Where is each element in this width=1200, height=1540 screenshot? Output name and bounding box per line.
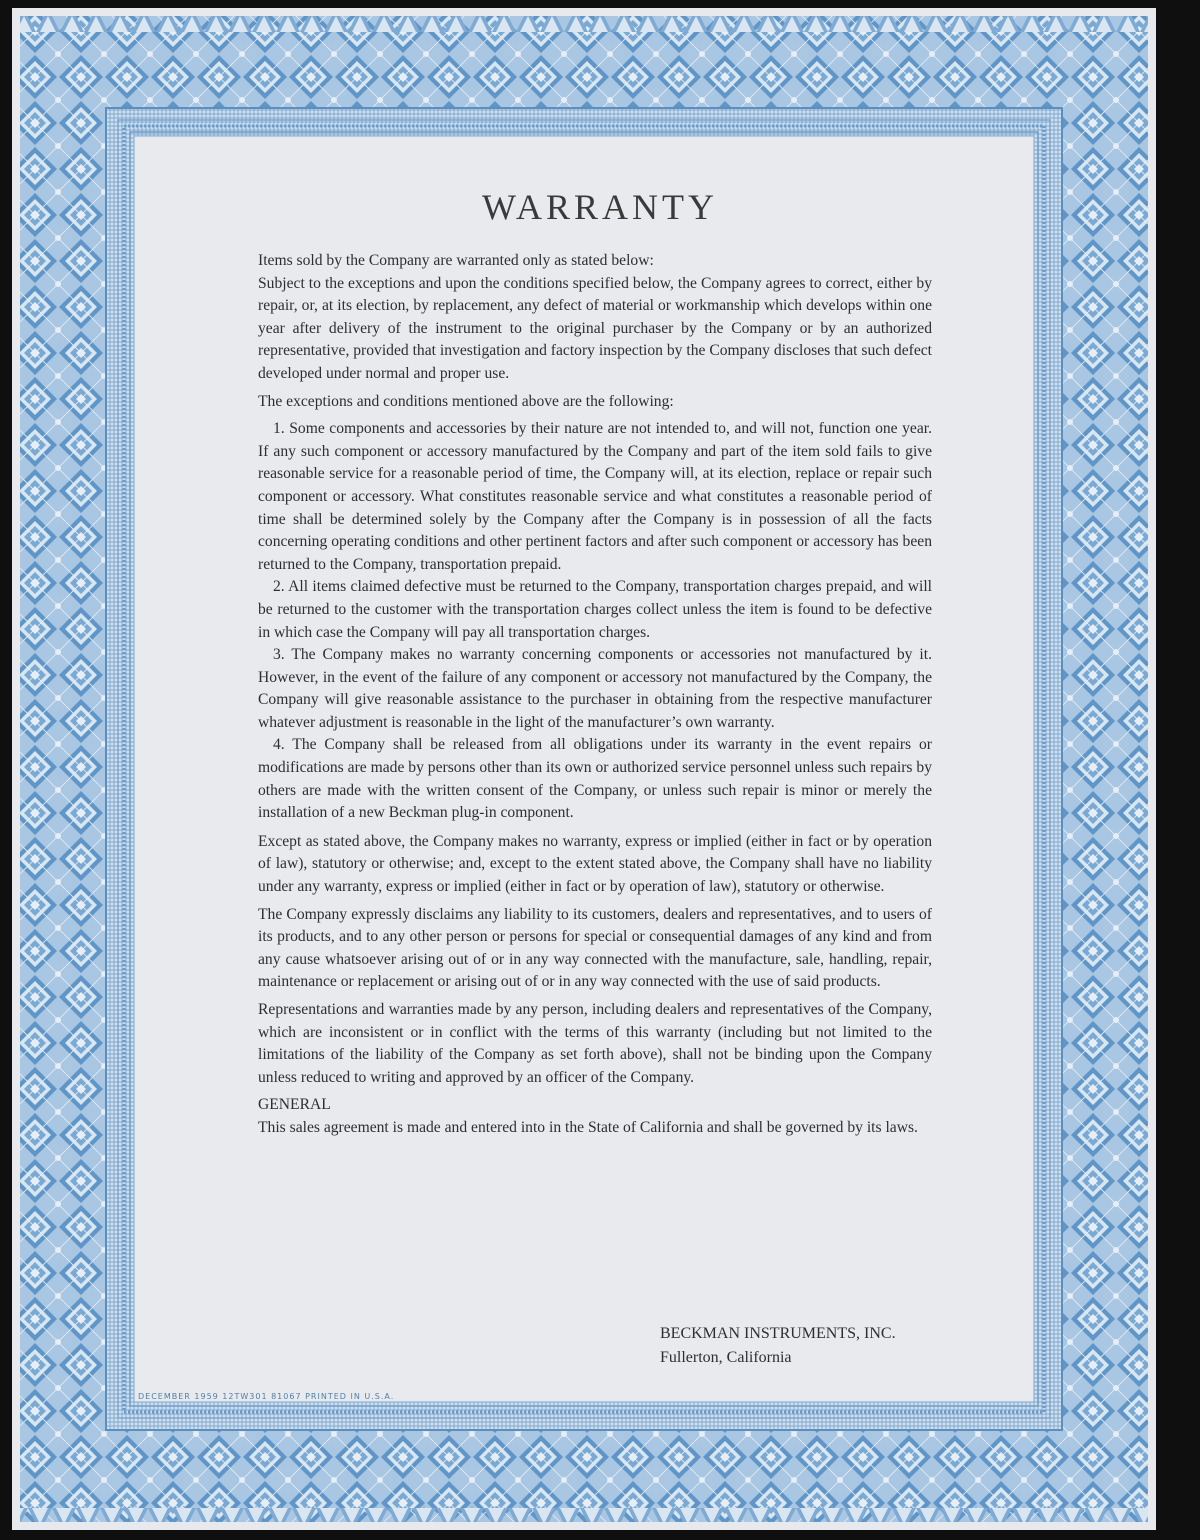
intro-paragraph: Items sold by the Company are warranted only as stated below: — [258, 252, 654, 269]
exceptions-intro: The exceptions and conditions mentioned above are the following: — [258, 392, 674, 410]
implied-warranty-disclaimer: Except as stated above, the Company makes no warranty, express or implied (either in fact or by operation of law), statutory or otherwise; and, except to the extent stated above, the Company shall have no liability under any warranty, express or implied (either in fact or by operation of law), statutory or otherwise. — [258, 832, 932, 896]
print-code: DECEMBER 1959 12TW301 81067 PRINTED IN U.S.A. — [138, 1392, 395, 1401]
general-heading: GENERAL — [258, 1096, 331, 1114]
exception-item-2: 2. All items claimed defective must be returned to the Company, transportation charges prepaid, and will be returned to the customer with the transportation charges collect unless the item is found to be defective in which case the Company will pay all transportation charges. — [258, 578, 932, 641]
exception-item-4: 4. The Company shall be released from all obligations under its warranty in the event repairs or modifications are made by persons other than its own or authorized service personnel unless such repairs by others are made with the written consent of the Company, or unless such repair is minor or merely the installation of a new Beckman plug-in component. — [258, 736, 932, 822]
company-location: Fullerton, California — [660, 1349, 792, 1366]
page-title: WARRANTY — [482, 187, 718, 227]
exception-item-3: 3. The Company makes no warranty concerning components or accessories not manufactured by it. However, in the event of the failure of any component or accessory not manufactured by the Company, the Company will give reasonable assistance to the purchaser in obtaining from the respective manufacturer whatever adjustment is reasonable in the light of the manufacturer’s own warranty. — [258, 646, 932, 731]
general-paragraph: This sales agreement is made and entered into in the State of California and shall be governed by its laws. — [258, 1118, 918, 1136]
liability-disclaimer: The Company expressly disclaims any liability to its customers, dealers and representatives, and to users of its products, and to any other person or persons for special or consequential damages of any kind and from any cause whatsoever arising out of or in any way connected with the manufacture, sale, handling, repair, maintenance or replacement or arising out of or in any way connected with the use of said products. — [258, 905, 932, 991]
warranty-statement: Subject to the exceptions and upon the conditions specified below, the Company agrees to correct, either by repair, or, at its election, by replacement, any defect of material or workmanship which develops within one year after delivery of the instrument to the original purchaser by the Company or by an authorized representative, provided that investigation and factory inspection by the Company discloses that such defect developed under normal and proper use. — [258, 274, 932, 382]
company-signature — [660, 1322, 896, 1370]
representations-paragraph: Representations and warranties made by any person, including dealers and representatives of the Company, which are inconsistent or in conflict with the terms of this warranty (including but not limited to the limitations of the liability of the Company as set forth above), shall not be binding upon the Company unless reduced to writing and approved by an officer of the Company. — [258, 1001, 932, 1086]
exception-item-1: 1. Some components and accessories by their nature are not intended to, and will not, function one year. If any such component or accessory manufactured by the Company and part of the item sold fails to give reasonable service for a reasonable period of time, the Company will, at its election, replace or repair such component or accessory. What constitutes reasonable service and what constitutes a reasonable period of time shall be determined solely by the Company after the Company is in possession of all the facts concerning operating conditions and other pertinent factors and after such component or accessory has been returned to the Company, transportation prepaid. — [258, 420, 932, 573]
warranty-body — [258, 250, 932, 1145]
company-name: BECKMAN INSTRUMENTS, INC. — [660, 1325, 896, 1342]
